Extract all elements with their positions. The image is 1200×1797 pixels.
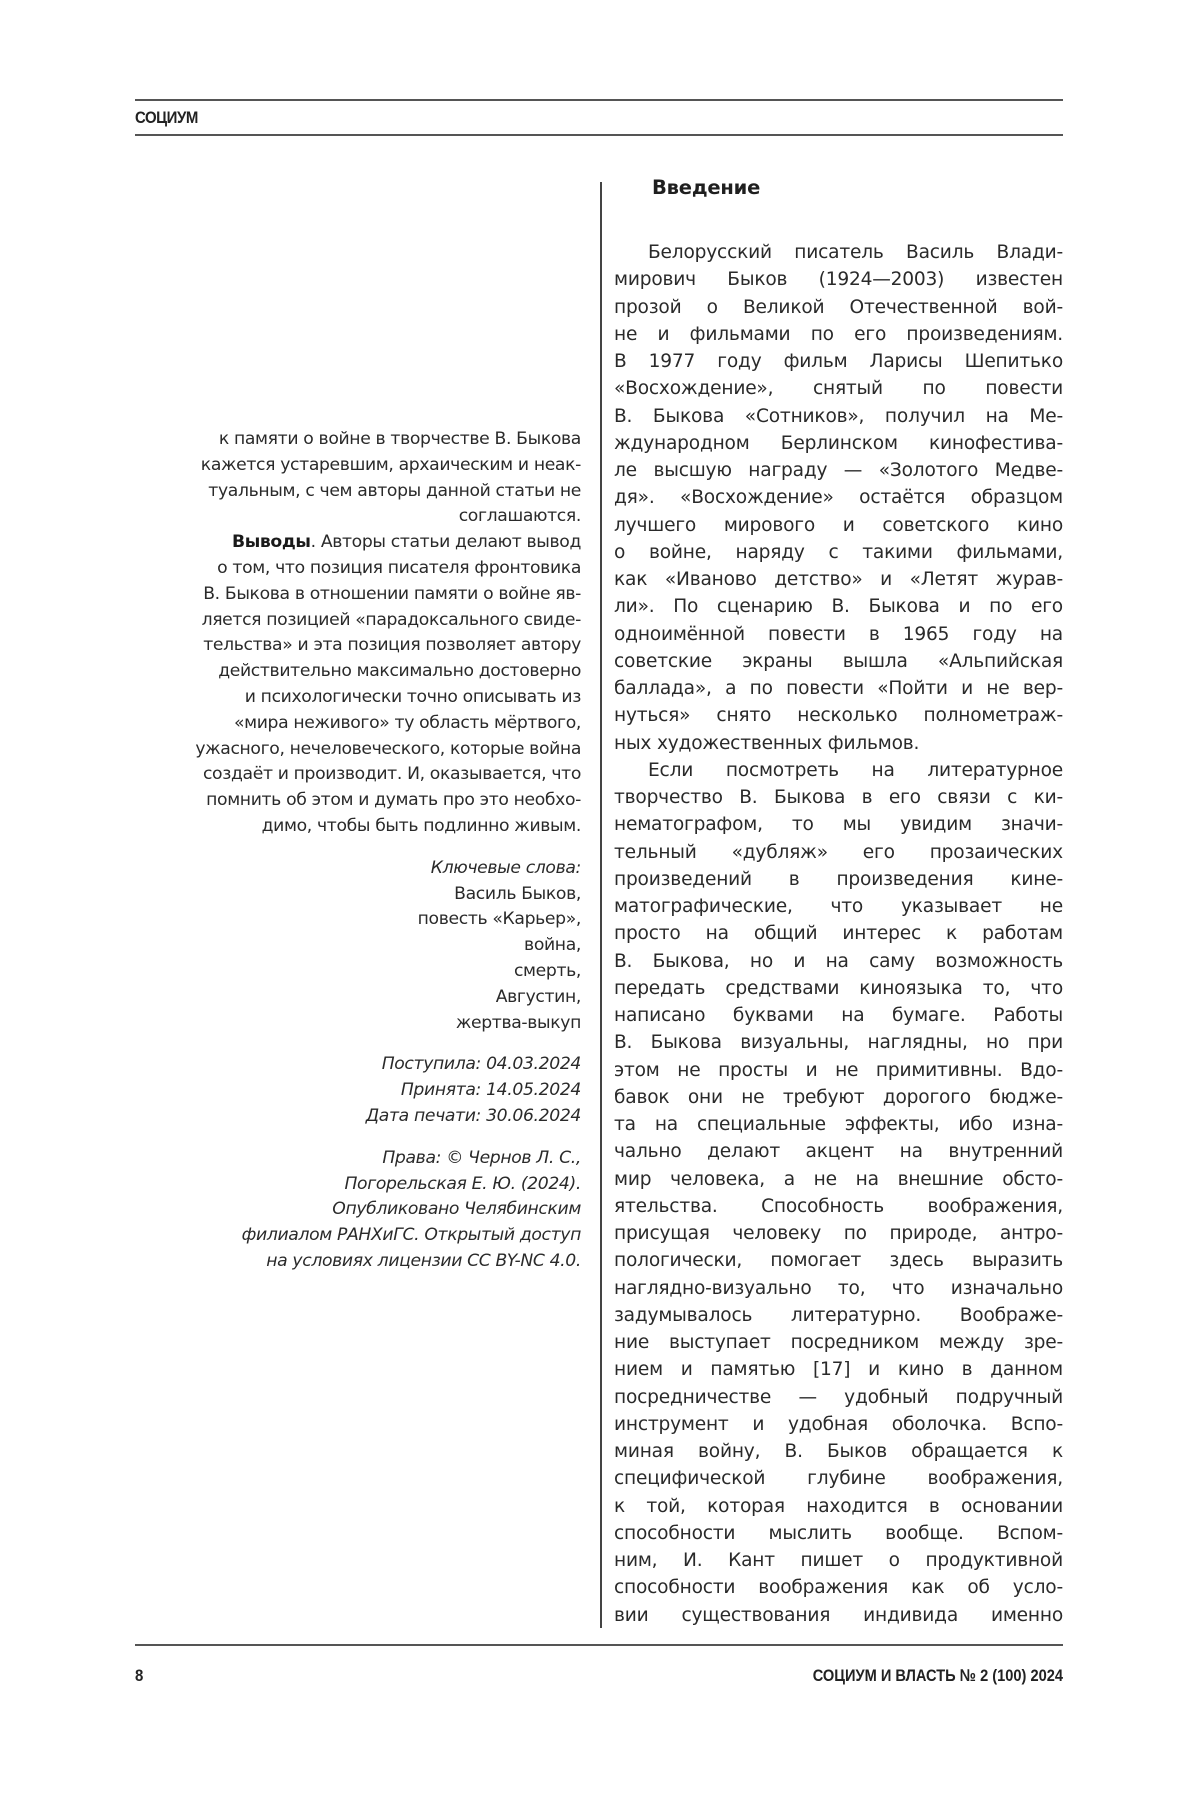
header-bottom-rule xyxy=(135,134,1063,136)
body-line: матографические, что указывает не xyxy=(614,896,1063,917)
header-top-rule xyxy=(135,99,1063,101)
body-line: ждународном Берлинском кинофестива- xyxy=(614,432,1063,454)
body-line: Белорусский писатель Василь Влади- xyxy=(648,242,1063,263)
rights-line: Погорельская Е. Ю. (2024). xyxy=(344,1173,581,1194)
conclusion-line: действительно максимально достоверно xyxy=(218,661,581,682)
body-line: «Восхождение», снятый по повести xyxy=(614,378,1063,400)
date-line: Поступила: 04.03.2024 xyxy=(381,1054,581,1075)
conclusion-line: тельства» и эта позиция позволяет автору xyxy=(203,635,581,656)
body-line: инструмент и удобная оболочка. Вспо- xyxy=(614,1413,1063,1435)
body-line: В. Быкова «Сотников», получил на Ме- xyxy=(614,405,1063,427)
body-line: нематографом, то мы увидим значи- xyxy=(614,814,1063,836)
body-line: написано буквами на бумаге. Работы xyxy=(614,1005,1063,1026)
conclusion-line: создаёт и производит. И, оказывается, что xyxy=(202,764,581,785)
body-line: ним, И. Кант пишет о продуктивной xyxy=(614,1550,1063,1571)
body-line: мирович Быков (1924—2003) известен xyxy=(614,269,1063,291)
abstract-line: соглашаются. xyxy=(458,506,581,527)
conclusion-line: помнить об этом и думать про это необхо- xyxy=(206,790,581,811)
abstract-continuation xyxy=(135,427,581,530)
body-line: специфической глубине воображения, xyxy=(614,1468,1063,1490)
body-paragraph xyxy=(614,239,1063,757)
body-line: пологически, помогает здесь выразить xyxy=(614,1250,1063,1272)
page-number: 8 xyxy=(135,1666,144,1685)
dates-block xyxy=(135,1052,581,1129)
body-line: лучшего мирового и советского кино xyxy=(614,514,1063,536)
abstract-line: туальным, с чем авторы данной статьи не xyxy=(208,480,581,501)
body-line: баллада», а по повести «Пойти и не вер- xyxy=(614,678,1063,699)
section-heading: Введение xyxy=(652,176,761,199)
right-column xyxy=(614,174,1063,1629)
body-line: советские экраны вышла «Альпийская xyxy=(614,650,1063,672)
keywords-block xyxy=(135,856,581,1037)
body-line: как «Иваново детство» и «Летят журав- xyxy=(614,569,1063,590)
body-line: прозой о Великой Отечественной вой- xyxy=(614,296,1063,318)
running-head: СОЦИУМ xyxy=(135,108,198,127)
keyword-item: Августин, xyxy=(495,986,581,1007)
body-line: задумывалось литературно. Воображе- xyxy=(614,1304,1063,1326)
body-line: ние выступает посредником между зре- xyxy=(614,1332,1063,1353)
body-line: ли». По сценарию В. Быкова и по его xyxy=(614,596,1063,618)
conclusion-line: «мира неживого» ту область мёртвого, xyxy=(233,712,581,733)
body-paragraph xyxy=(614,757,1063,1629)
keyword-item: Василь Быков, xyxy=(454,883,581,904)
body-line: В. Быкова визуальны, наглядны, но при xyxy=(614,1032,1063,1054)
body-line: способности мыслить вообще. Вспом- xyxy=(614,1522,1063,1544)
body-line: передать средствами киноязыка то, что xyxy=(614,977,1063,999)
column-divider xyxy=(600,182,602,1628)
body-line: мир человека, а не на внешние обсто- xyxy=(614,1168,1063,1190)
body-line: вии существования индивида именно xyxy=(614,1604,1063,1626)
body-line: присущая человеку по природе, антро- xyxy=(614,1223,1063,1244)
body-line: чально делают акцент на внутренний xyxy=(614,1141,1063,1163)
body-line: бавок они не требуют дорогого бюдже- xyxy=(614,1086,1063,1108)
body-line: нием и памятью [17] и кино в данном xyxy=(614,1359,1063,1381)
conclusion-line: димо, чтобы быть подлинно живым. xyxy=(261,815,581,836)
rights-line: Права: © Чернов Л. С., xyxy=(382,1147,581,1168)
body-line: тельный «дубляж» его прозаических xyxy=(614,841,1063,863)
body-line: произведений в произведения кине- xyxy=(614,868,1063,890)
body-line: не и фильмами по его произведениям. xyxy=(614,323,1063,345)
body-line: просто на общий интерес к работам xyxy=(614,923,1063,945)
rights-block xyxy=(135,1146,581,1275)
body-line: та на специальные эффекты, ибо изна- xyxy=(614,1114,1063,1135)
rights-line: на условиях лицензии CC BY-NC 4.0. xyxy=(266,1250,581,1271)
body-line: ных художественных фильмов. xyxy=(614,732,920,754)
body-line: к той, которая находится в основании xyxy=(614,1495,1063,1517)
body-line: ятельства. Способность воображения, xyxy=(614,1195,1063,1217)
keyword-item: повесть «Карьер», xyxy=(417,909,581,930)
body-line: этом не просты и не примитивны. Вдо- xyxy=(614,1059,1063,1081)
rights-line: филиалом РАНХиГС. Открытый доступ xyxy=(241,1225,581,1246)
body-line: В. Быкова, но и на саму возможность xyxy=(614,950,1063,972)
body-line: посредничестве — удобный подручный xyxy=(614,1386,1063,1408)
conclusions-first-line: . Авторы статьи делают вывод xyxy=(310,532,581,553)
keywords-label: Ключевые слова: xyxy=(430,857,581,878)
left-column xyxy=(135,427,581,1275)
body-line: ле высшую награду — «Золотого Медве- xyxy=(614,460,1063,481)
keyword-item: жертва-выкуп xyxy=(455,1012,581,1033)
journal-title: СОЦИУМ И ВЛАСТЬ № 2 (100) 2024 xyxy=(812,1666,1063,1685)
conclusion-line: В. Быкова в отношении памяти о войне яв- xyxy=(203,583,581,604)
abstract-line: к памяти о войне в творчестве В. Быкова xyxy=(218,429,581,449)
conclusion-line: ужасного, нечеловеческого, которые война xyxy=(195,738,581,759)
abstract-line: кажется устаревшим, архаическим и неак- xyxy=(200,454,581,475)
conclusion-line: о том, что позиция писателя фронтовика xyxy=(217,557,581,578)
body-line: способности воображения как об усло- xyxy=(614,1577,1063,1599)
body-line: Если посмотреть на литературное xyxy=(648,759,1063,781)
keyword-item: война, xyxy=(524,935,581,956)
body-line: наглядно-визуально то, что изначально xyxy=(614,1277,1063,1299)
body-line: дя». «Восхождение» остаётся образцом xyxy=(614,487,1063,509)
body-line: В 1977 году фильм Ларисы Шепитько xyxy=(614,351,1063,372)
body-line: миная войну, В. Быков обращается к xyxy=(614,1441,1063,1462)
conclusions-label: Выводы xyxy=(231,532,311,553)
date-line: Дата печати: 30.06.2024 xyxy=(365,1105,581,1126)
body-line: творчество В. Быкова в его связи с ки- xyxy=(614,787,1063,808)
body-line: нуться» снято несколько полнометраж- xyxy=(614,705,1063,727)
footer-rule xyxy=(135,1644,1063,1646)
date-line: Принята: 14.05.2024 xyxy=(400,1080,581,1101)
rights-line: Опубликовано Челябинским xyxy=(332,1199,581,1220)
conclusions-paragraph xyxy=(135,530,581,840)
conclusion-line: ляется позицией «парадоксального свиде- xyxy=(201,609,581,630)
body-line: одноимённой повести в 1965 году на xyxy=(614,623,1063,645)
keyword-item: смерть, xyxy=(513,960,581,981)
body-line: о войне, наряду с такими фильмами, xyxy=(614,541,1063,563)
conclusion-line: и психологически точно описывать из xyxy=(244,686,581,707)
